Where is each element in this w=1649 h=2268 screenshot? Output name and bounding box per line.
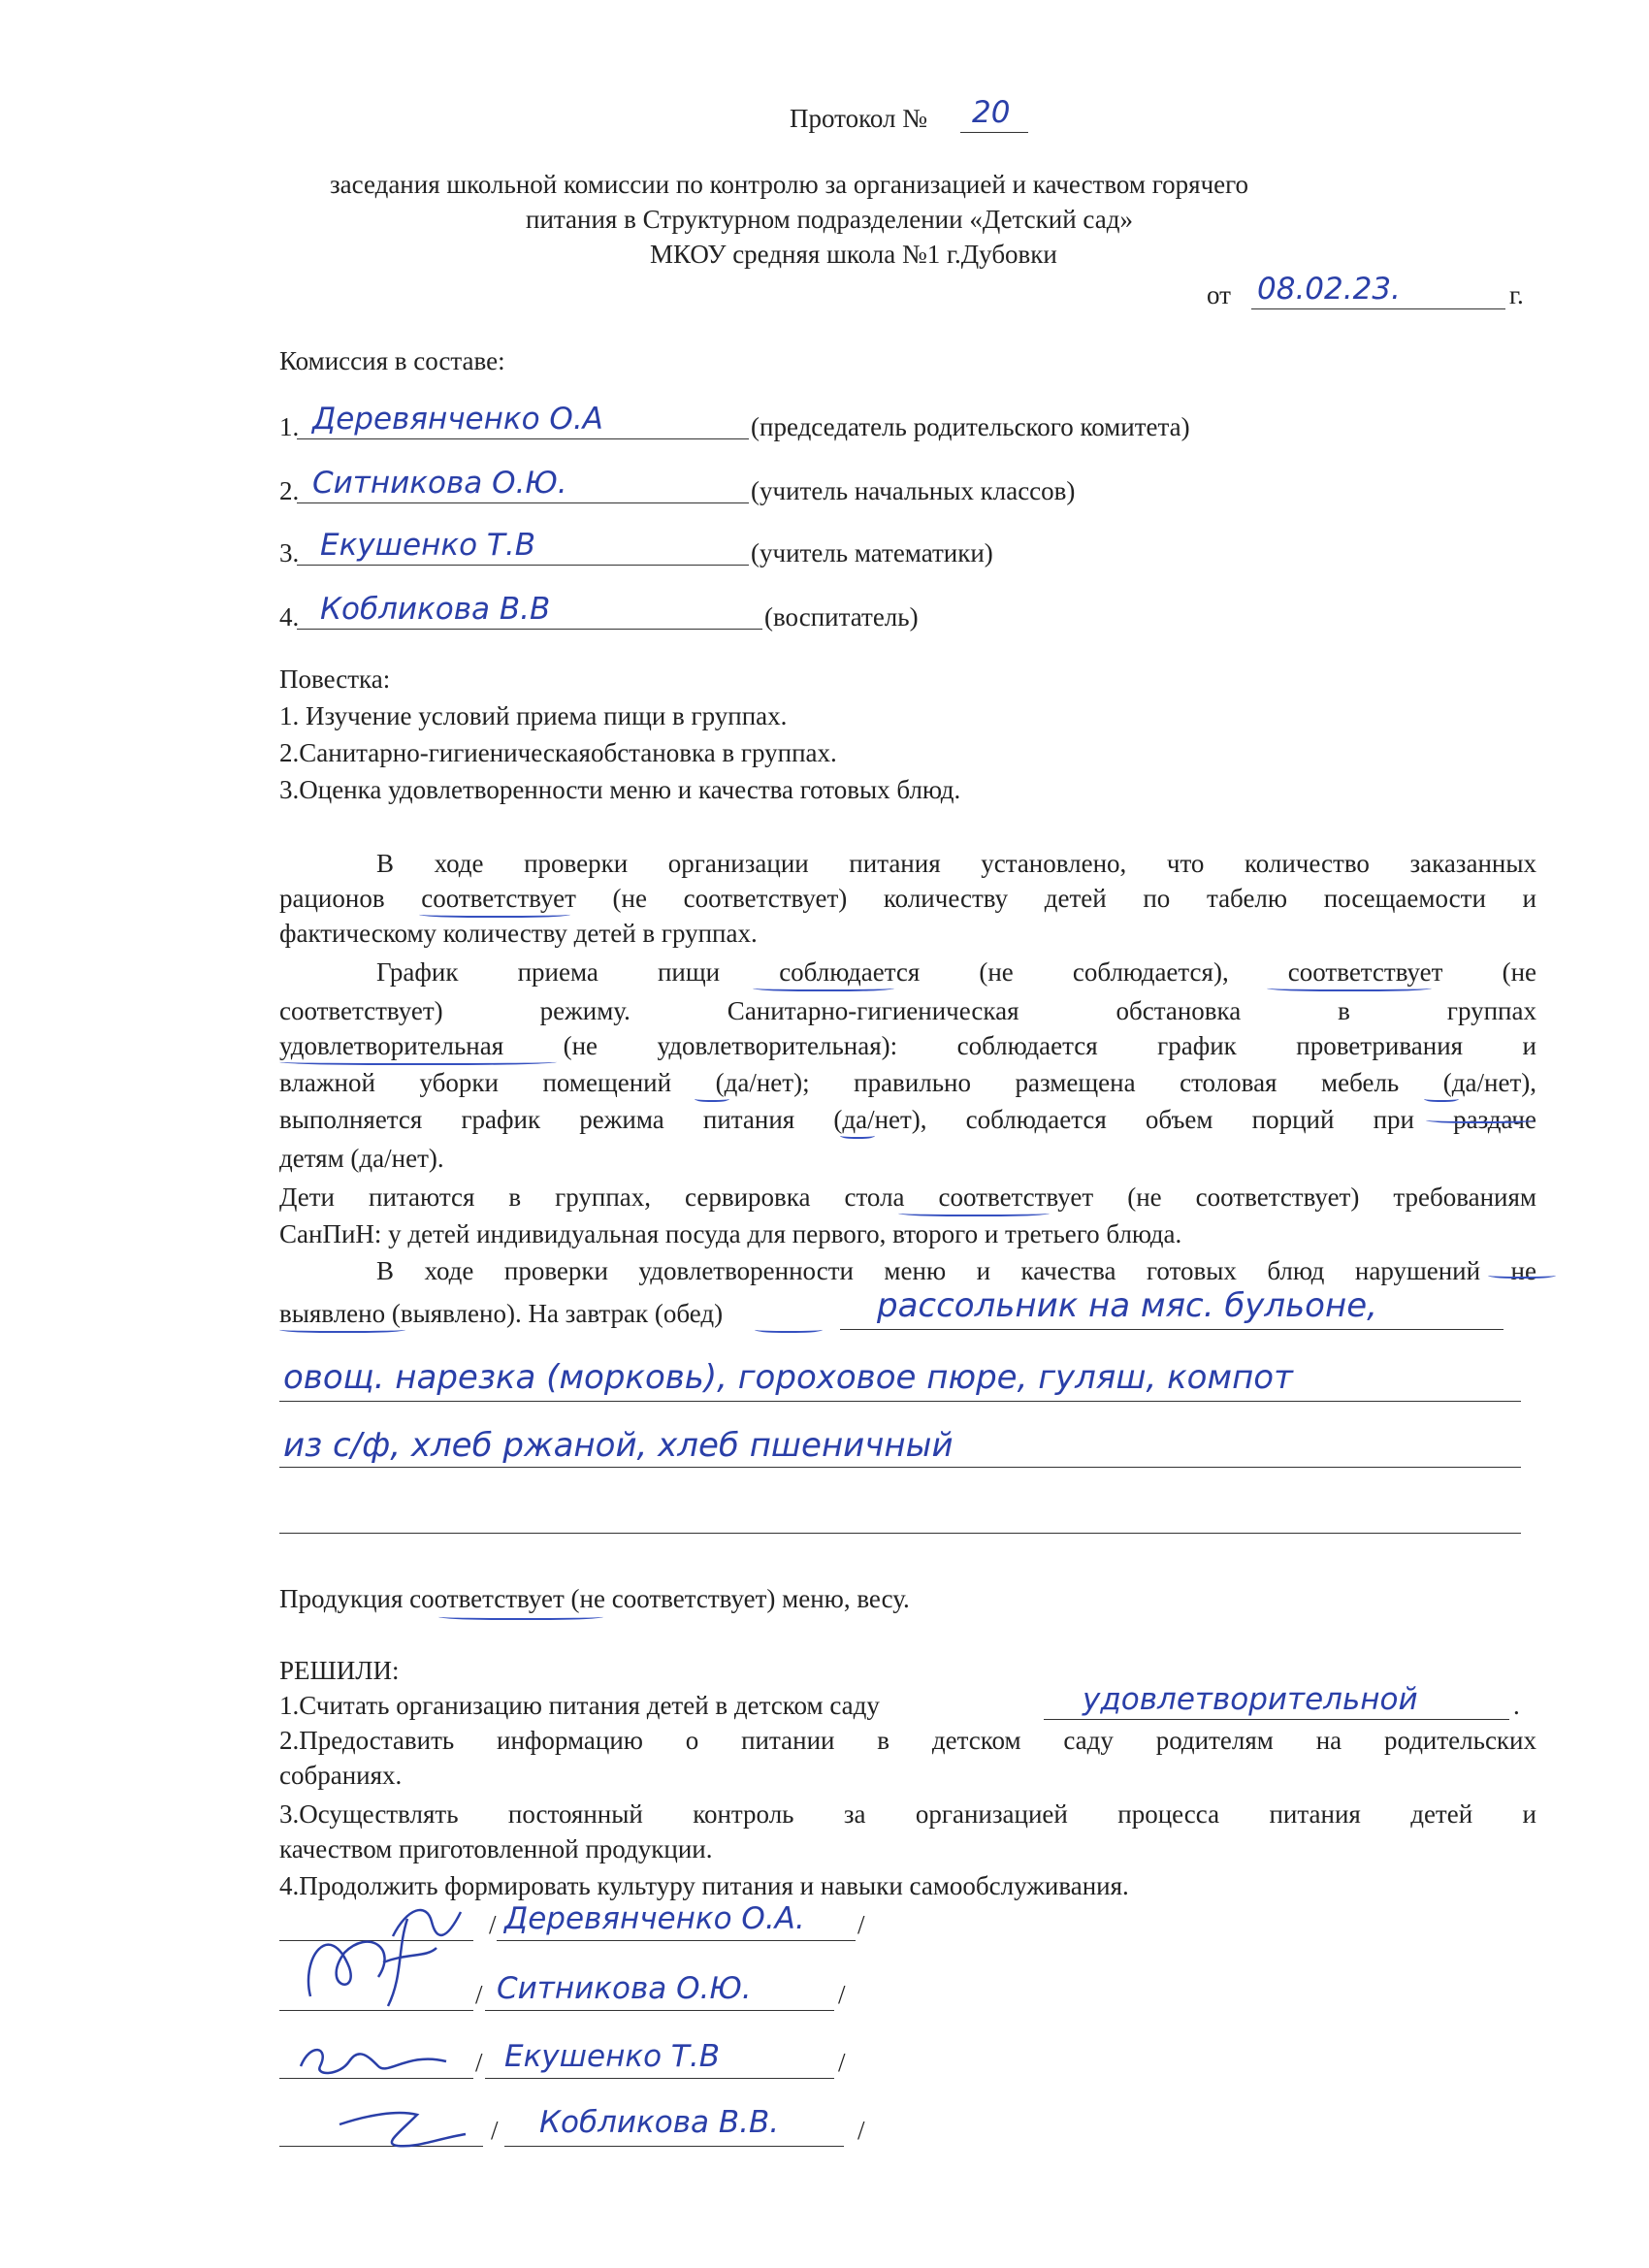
member-name: Екушенко Т.В: [320, 528, 535, 563]
agenda-item: 3.Оценка удовлетворенности меню и качества готовых блюд.: [279, 775, 961, 804]
member-line: [297, 565, 749, 566]
member-role: (воспитатель): [764, 602, 919, 632]
product-line: Продукция соответствует (не соответствует) меню, весу.: [279, 1584, 910, 1613]
member-number: 3.: [279, 538, 300, 567]
member-role: (учитель начальных классов): [751, 476, 1076, 505]
paragraph-line: В ходе проверки организации питания установлено, что количество заказанных: [376, 849, 1536, 878]
paragraph-line: влажной уборки помещений (да/нет); правильно размещена столовая мебель (да/нет),: [279, 1068, 1536, 1097]
menu-handwritten: рассольник на мяс. бульоне,: [877, 1286, 1377, 1325]
signature-name: Ситникова О.Ю.: [497, 1971, 752, 2006]
decision-item: 2.Предоставить информацию о питании в детском саду родителям на родительских: [279, 1726, 1536, 1755]
selection-mark: [1488, 1271, 1556, 1279]
date-value: 08.02.23.: [1257, 272, 1401, 307]
decision-line: [1044, 1719, 1509, 1720]
title-prefix: Протокол №: [790, 104, 927, 133]
agenda-item: 2.Санитарно-гигиеническаяобстановка в группах.: [279, 738, 837, 767]
selection-mark: [753, 984, 894, 991]
signature-name: Деревянченко О.А.: [504, 1901, 805, 1936]
date-line: [1251, 308, 1505, 309]
member-number: 4.: [279, 602, 300, 632]
decision-item: 3.Осуществлять постоянный контроль за организацией процесса питания детей и: [279, 1799, 1536, 1829]
signature-name: Екушенко Т.В: [504, 2039, 720, 2074]
menu-handwritten: овощ. нарезка (морковь), гороховое пюре, гуляш, компот: [283, 1358, 1293, 1397]
date-prefix: от: [1207, 280, 1231, 309]
signature-separator: /: [857, 1910, 865, 1939]
handwritten-signature: [291, 1909, 456, 2016]
decision-item: собраниях.: [279, 1761, 403, 1790]
subtitle-line-2: питания в Структурном подразделении «Детский сад»: [526, 205, 1133, 234]
protocol-number-line: [960, 132, 1028, 133]
decision-item: 1.Считать организацию питания детей в детском саду: [279, 1691, 880, 1720]
signature-separator: /: [489, 1910, 497, 1939]
selection-mark: [1267, 984, 1432, 991]
selection-mark: [279, 1325, 405, 1333]
selection-mark: [1426, 1116, 1535, 1123]
signature-separator: /: [491, 2116, 499, 2145]
signature-separator: /: [838, 1980, 846, 2009]
decision-heading: РЕШИЛИ:: [279, 1656, 400, 1685]
menu-line: [279, 1467, 1521, 1468]
selection-mark: [438, 1612, 603, 1620]
member-line: [297, 502, 749, 503]
paragraph-line: Дети питаются в группах, сервировка стола соответствует (не соответствует) требованиям: [279, 1183, 1536, 1212]
paragraph-line: выполняется график режима питания (да/нет), соблюдается объем порций при раздаче: [279, 1105, 1536, 1134]
selection-mark: [1424, 1094, 1459, 1102]
paragraph-line: В ходе проверки удовлетворенности меню и качества готовых блюд нарушений не: [376, 1256, 1536, 1285]
decision-end: .: [1513, 1691, 1520, 1720]
member-line: [297, 629, 762, 630]
member-number: 2.: [279, 476, 300, 505]
member-name: Кобликова В.В: [320, 592, 551, 627]
paragraph-line: фактическому количеству детей в группах.: [279, 919, 758, 948]
paragraph-line: рационов соответствует (не соответствует) количеству детей по табелю посещаемости и: [279, 884, 1536, 913]
member-number: 1.: [279, 412, 300, 441]
selection-mark: [898, 1209, 1050, 1216]
member-name: Деревянченко О.А: [312, 402, 603, 437]
paragraph-line: СанПиН: у детей индивидуальная посуда для первого, второго и третьего блюда.: [279, 1219, 1182, 1248]
handwritten-signature: [330, 2095, 475, 2154]
selection-mark: [755, 1325, 823, 1333]
handwritten-signature: [291, 2037, 456, 2086]
signature-name-line: [485, 2078, 834, 2079]
signature-separator: /: [838, 2048, 846, 2077]
decision-item: 4.Продолжить формировать культуру питания и навыки самообслуживания.: [279, 1871, 1129, 1900]
signature-name-line: [497, 1940, 856, 1941]
menu-handwritten: из с/ф, хлеб ржаной, хлеб пшеничный: [283, 1426, 954, 1465]
menu-line: [840, 1329, 1504, 1330]
paragraph-line: удовлетворительная (не удовлетворительная): соблюдается график проветривания и: [279, 1031, 1536, 1060]
signature-name-line: [485, 2010, 834, 2011]
subtitle-line-3: МКОУ средняя школа №1 г.Дубовки: [650, 240, 1057, 269]
signature-separator: /: [475, 2048, 483, 2077]
paragraph-line: детям (да/нет).: [279, 1144, 444, 1173]
date-suffix: г.: [1509, 280, 1524, 309]
selection-mark: [279, 1057, 557, 1065]
selection-mark: [840, 1131, 875, 1139]
paragraph-line: График приема пищи соблюдается (не соблюдается), соответствует (не: [376, 957, 1536, 987]
menu-line: [279, 1533, 1521, 1534]
agenda-heading: Повестка:: [279, 664, 391, 694]
member-name: Ситникова О.Ю.: [312, 466, 567, 501]
agenda-item: 1. Изучение условий приема пищи в группах.: [279, 701, 788, 730]
decision-item: качеством приготовленной продукции.: [279, 1834, 713, 1863]
signature-separator: /: [475, 1980, 483, 2009]
member-line: [297, 438, 749, 439]
member-role: (председатель родительского комитета): [751, 412, 1190, 441]
selection-mark: [695, 1094, 729, 1102]
signature-separator: /: [857, 2116, 865, 2145]
commission-heading: Комиссия в составе:: [279, 346, 505, 375]
signature-name: Кобликова В.В.: [539, 2105, 780, 2140]
paragraph-line: выявлено (выявлено). На завтрак (обед): [279, 1299, 724, 1328]
selection-mark: [419, 910, 570, 918]
member-role: (учитель математики): [751, 538, 993, 567]
subtitle-line-1: заседания школьной комиссии по контролю за организацией и качеством горячего: [330, 170, 1249, 199]
menu-line: [279, 1401, 1521, 1402]
decision-handwritten: удовлетворительной: [1083, 1682, 1418, 1717]
paragraph-line: соответствует) режиму. Санитарно-гигиеническая обстановка в группах: [279, 996, 1536, 1025]
signature-name-line: [504, 2146, 844, 2147]
protocol-number: 20: [972, 95, 1011, 130]
